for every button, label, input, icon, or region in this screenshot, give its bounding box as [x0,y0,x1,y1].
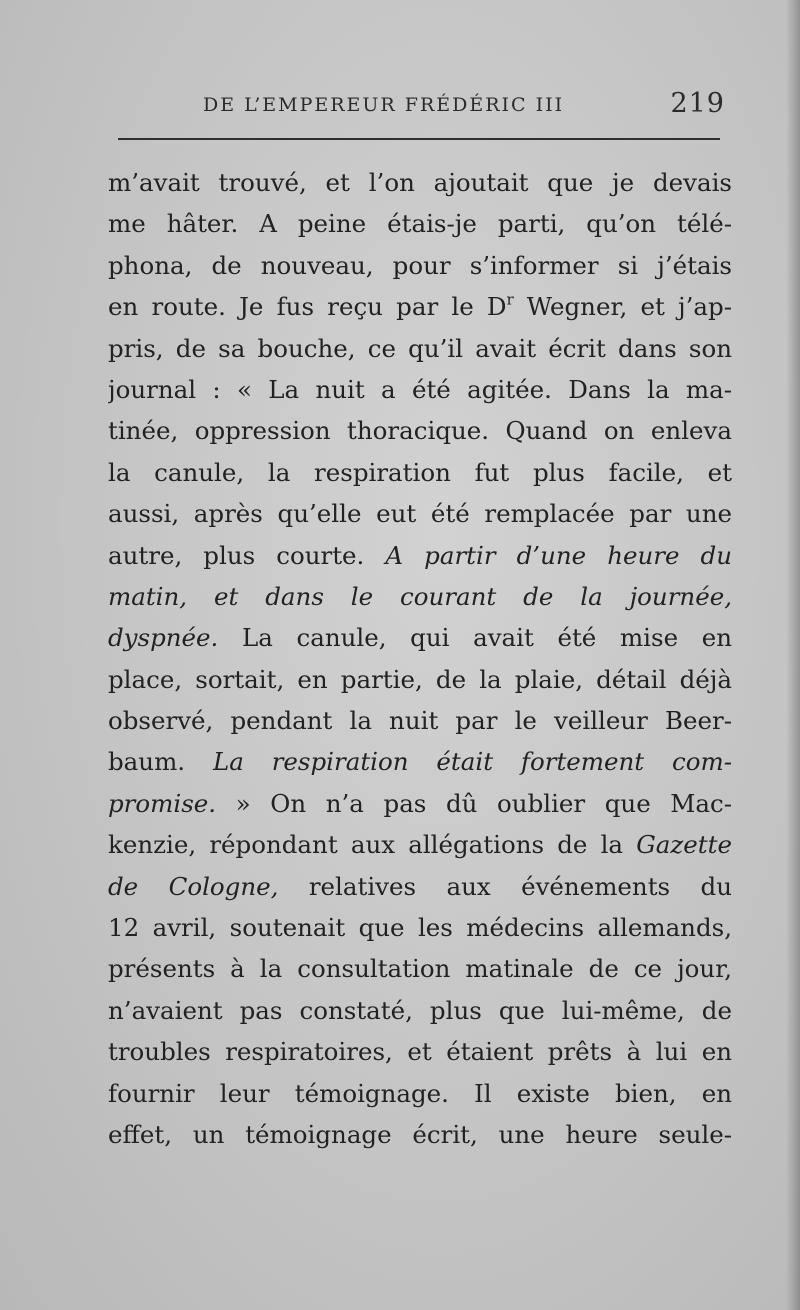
text-segment: tinée, oppression thoracique. Quand on enleva [108,416,732,446]
text-line [108,535,732,576]
italic-text: A partir d’une heure du [385,540,732,570]
text-line [108,203,732,244]
text-line [108,369,732,410]
text-segment: en route. Je fus reçu par le D [108,292,507,322]
text-line [108,245,732,286]
text-line [108,1114,732,1155]
text-line [108,1031,732,1072]
text-segment: pris, de sa bouche, ce qu’il avait écrit dans son [108,333,732,363]
text-segment: La canule, qui avait été mise en [218,623,732,653]
text-segment: phona, de nouveau, pour s’informer si j’étais [108,250,732,280]
text-segment: n’avaient pas constaté, plus que lui-même, de [108,995,732,1025]
italic-text: de Cologne, [108,871,279,901]
text-segment: kenzie, répondant aux allégations de la [108,830,637,860]
text-segment: m’avait trouvé, et l’on ajoutait que je devais [108,168,732,197]
text-segment: troubles respiratoires, et étaient prêts à lui en [108,1037,732,1067]
text-segment: la canule, la respiration fut plus facile, et [108,457,732,487]
text-segment: présents à la consultation matinale de ce jour, [108,954,732,984]
text-segment: journal : « La nuit a été agitée. Dans la ma- [108,374,732,404]
text-segment: effet, un témoignage écrit, une heure seule- [108,1119,732,1149]
text-line [108,659,732,700]
text-segment: aussi, après qu’elle eut été remplacée par une [108,499,732,529]
text-line [108,328,732,369]
text-segment: me hâter. A peine étais-je parti, qu’on télé- [108,209,732,239]
text-line [108,493,732,534]
text-line [108,1073,732,1114]
page-header [203,88,735,124]
text-line [108,286,732,327]
italic-text: promise. [108,788,217,818]
body-text [108,162,732,1155]
italic-text: dyspnée. [108,623,219,653]
text-line [108,410,732,451]
text-segment: fournir leur témoignage. Il existe bien, en [108,1078,732,1108]
italic-text: Gazette [636,830,732,860]
text-segment: observé, pendant la nuit par le veilleur Beer- [108,706,732,736]
text-line [108,162,732,203]
italic-text: matin, et dans le courant de la journée, [108,581,732,611]
text-line [108,783,732,824]
text-segment: relatives aux événements du [278,871,732,901]
text-line [108,576,732,617]
header-rule [118,138,720,140]
text-segment: » On n’a pas dû oublier que Mac- [216,788,732,818]
page-number: 219 [670,88,725,119]
page-edge-shadow [786,0,800,1310]
text-line [108,700,732,741]
text-line [108,990,732,1031]
text-line [108,907,732,948]
text-segment: autre, plus courte. [108,540,386,570]
text-line [108,452,732,493]
running-title: DE L’EMPEREUR FRÉDÉRIC III [203,94,565,116]
text-segment: Wegner, et j’ap- [513,292,732,322]
superscript: r [506,291,514,309]
text-line [108,741,732,782]
text-line [108,866,732,907]
text-line [108,824,732,865]
text-segment: baum. [108,747,213,777]
text-line [108,617,732,658]
italic-text: La respiration était fortement com- [212,747,732,777]
text-segment: 12 avril, soutenait que les médecins allemands, [108,913,732,943]
text-line [108,948,732,989]
text-segment: place, sortait, en partie, de la plaie, détail déjà [108,664,732,694]
